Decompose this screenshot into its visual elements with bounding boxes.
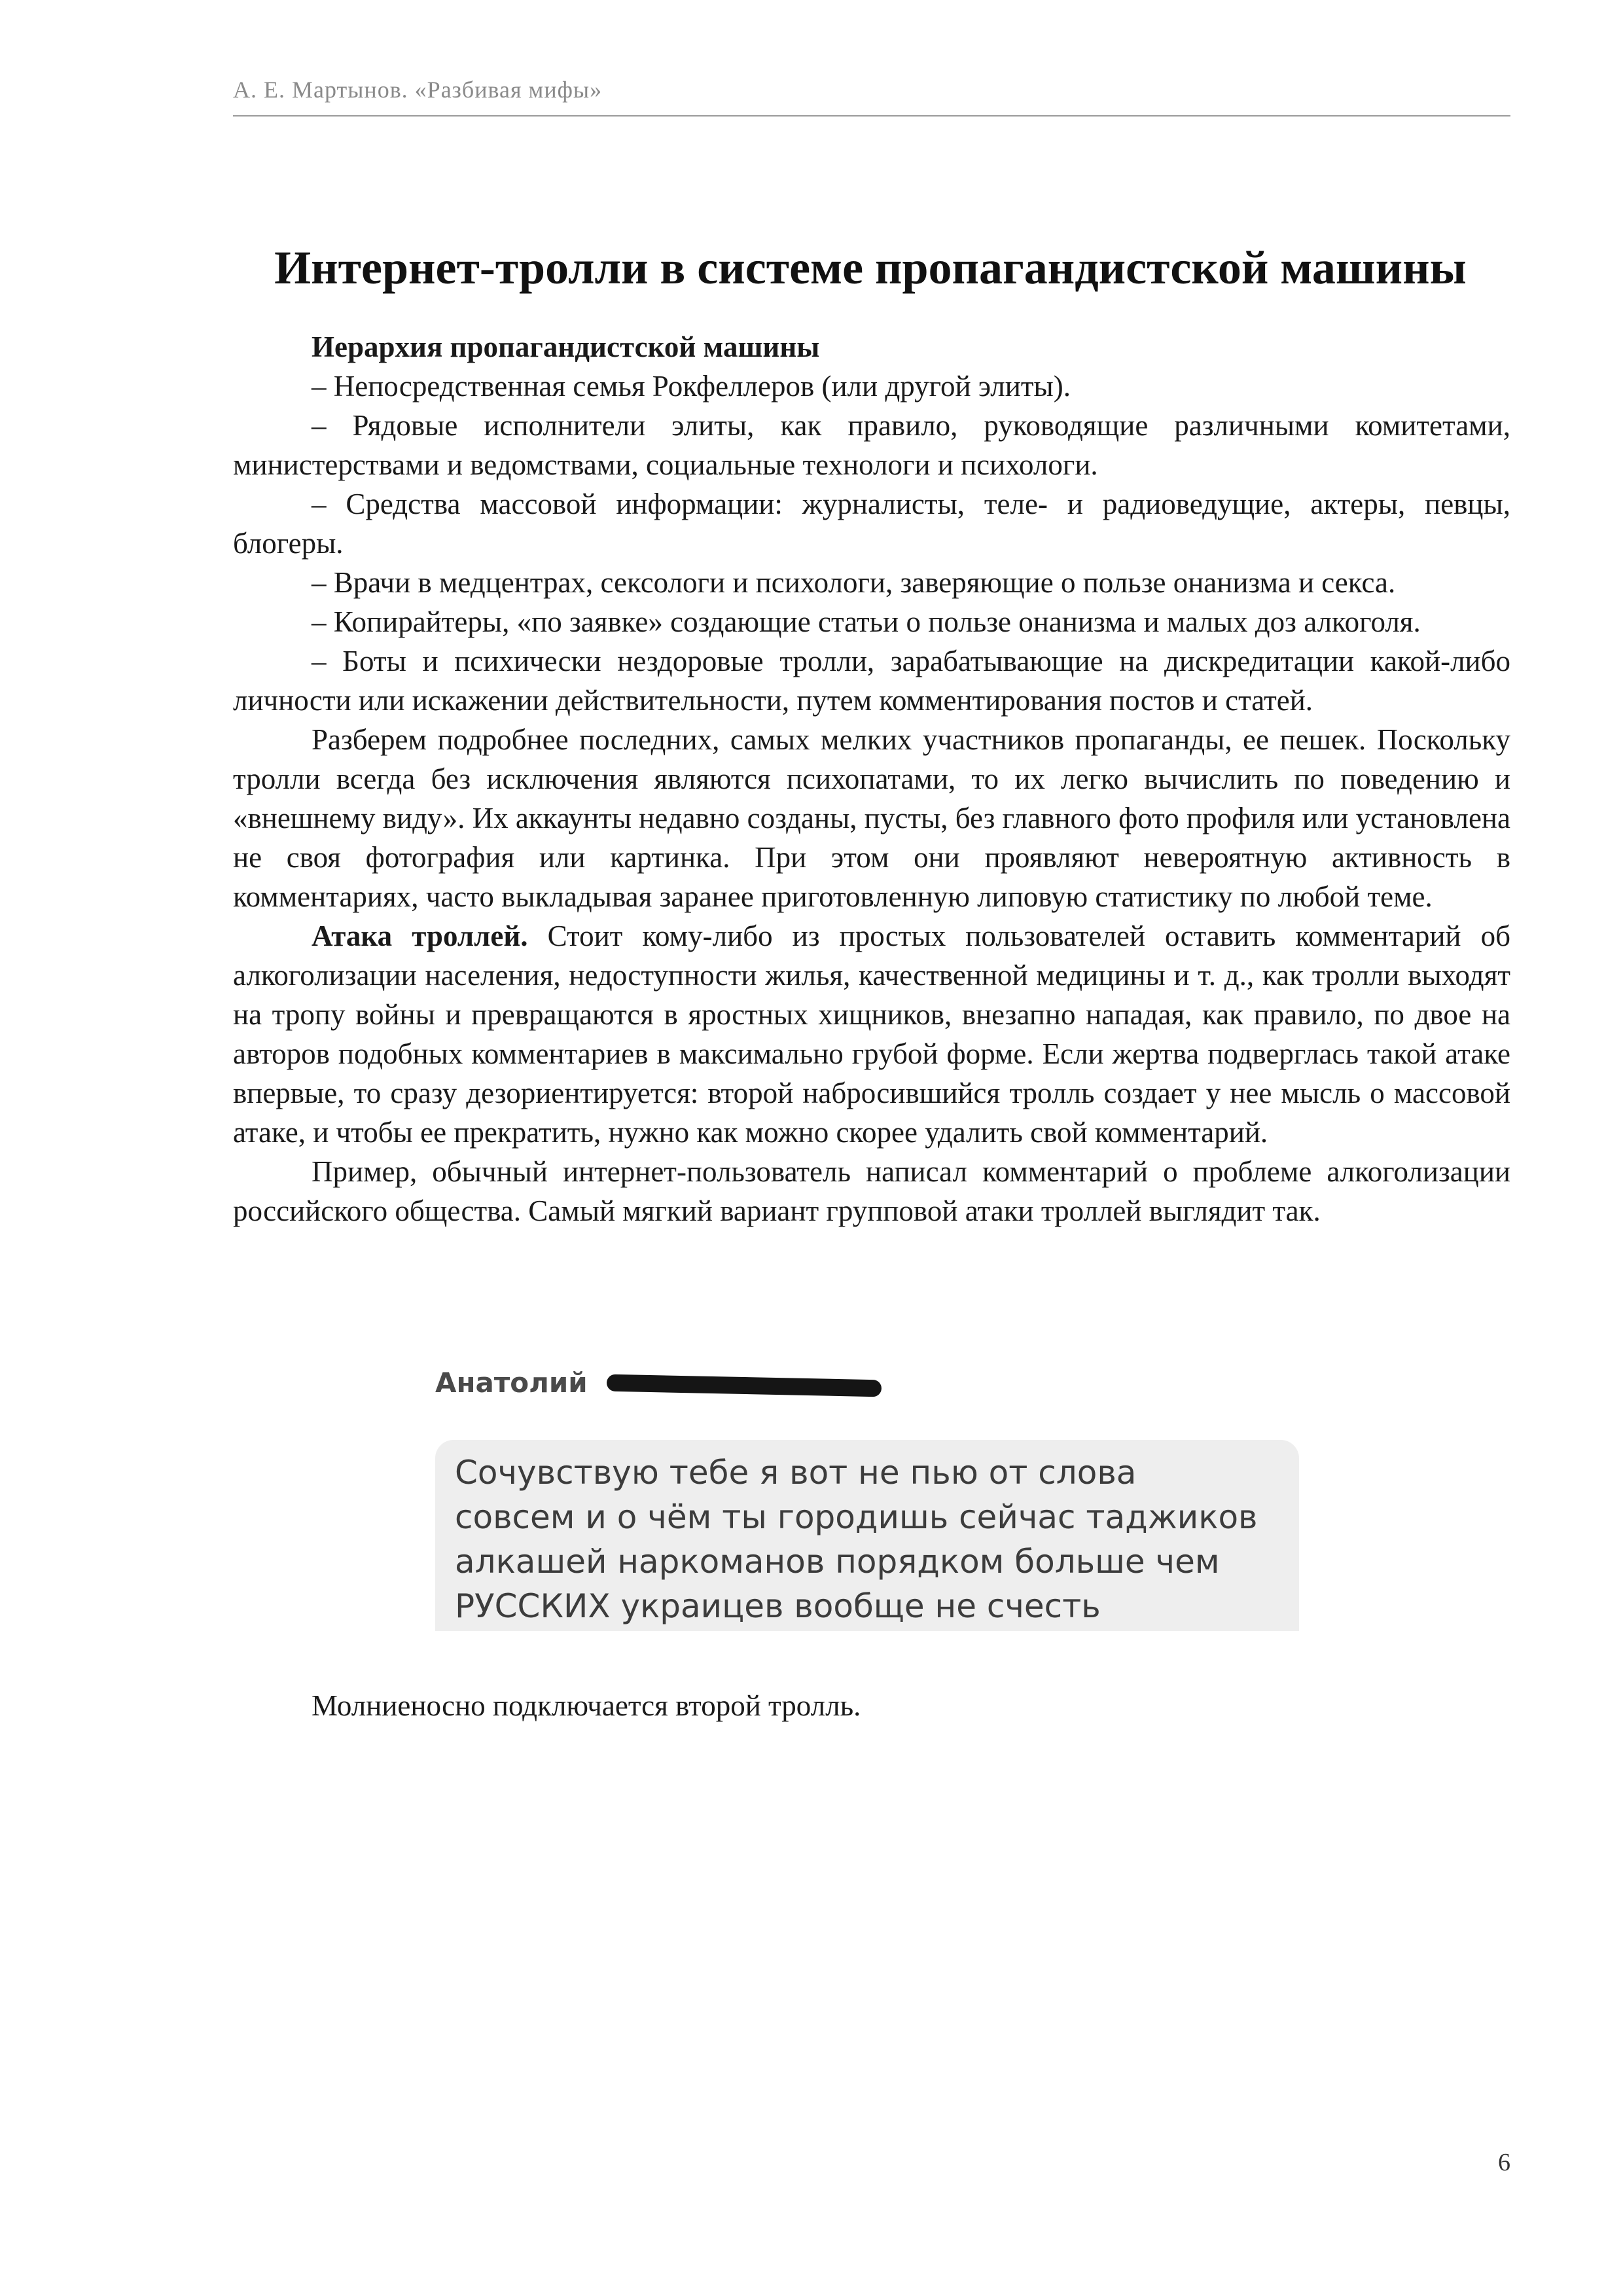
redaction-mark: [607, 1374, 882, 1397]
hierarchy-item: – Копирайтеры, «по заявке» создающие статьи о пользе онанизма и малых доз алкоголя.: [312, 605, 1421, 638]
page-number: 6: [1498, 2149, 1510, 2176]
hierarchy-item: – Непосредственная семья Рокфеллеров (или другой элиты).: [312, 370, 1071, 403]
comment-author: Анатолий: [435, 1367, 588, 1399]
paragraph-trolls: Разберем подробнее последних, самых мелких участников пропаганды, ее пешек. Поскольку тролли всегда без исключения являются психопатами, то их легко вычислить по поведению и «внешнему виду». Их аккаунты недавно созданы, пусты, без главного фото профиля или установлена не своя фотография или картинка. При этом они проявляют невероятную активность в комментариях, часто выкладывая заранее приготовленную липовую статистику по любой теме.: [233, 723, 1510, 913]
hierarchy-item: – Рядовые исполнители элиты, как правило, руководящие различными комитетами, министерствами и ведомствами, социальные технологи и психологи.: [233, 409, 1510, 481]
comment-line: Сочувствую тебе я вот не пью от слова: [455, 1454, 1137, 1492]
body-text: [233, 327, 1510, 1230]
hierarchy-item: – Врачи в медцентрах, сексологи и психологи, заверяющие о пользе онанизма и секса.: [312, 566, 1396, 599]
after-screenshot-text: Молниеносно подключается второй тролль.: [312, 1689, 861, 1722]
chapter-title: Интернет-тролли в системе пропагандистской машины: [274, 242, 1467, 294]
section-subhead: Иерархия пропагандистской машины: [312, 331, 820, 363]
paragraph-attack: [233, 916, 1510, 1152]
attack-label: Атака троллей.: [312, 920, 528, 952]
attack-text: Стоит кому-либо из простых пользователей оставить комментарий об алкоголизации населения, недоступности жилья, качественной медицины и т. д., как тролли выходят на тропу войны и превращаются в яростных хищников, внезапно нападая, как правило, по двое на авторов подобных комментариев в максимально грубой форме. Если жертва подверглась такой атаке впервые, то сразу дезориентируется: второй набросившийся тролль создает у нее мысль о массовой атаке, и чтобы ее прекратить, нужно как можно скорее удалить свой комментарий.: [233, 920, 1510, 1149]
hierarchy-item: – Боты и психически нездоровые тролли, зарабатывающие на дискредитации какой-либо личности или искажении действительности, путем комментирования постов и статей.: [233, 645, 1510, 717]
comment-line: РУССКИХ украицев вообще не счесть: [455, 1587, 1101, 1625]
header-divider: [233, 115, 1510, 117]
comment-screenshot: [435, 1342, 1299, 1631]
paragraph-example: Пример, обычный интернет-пользователь написал комментарий о проблеме алкоголизации российского общества. Самый мягкий вариант групповой атаки троллей выглядит так.: [233, 1155, 1510, 1227]
comment-text: [455, 1450, 1293, 1628]
running-header: А. Е. Мартынов. «Разбивая мифы»: [233, 77, 603, 103]
comment-line: совсем и о чём ты городишь сейчас таджиков: [455, 1498, 1258, 1536]
comment-line: алкашей наркоманов порядком больше чем: [455, 1543, 1220, 1581]
comment-bubble: [435, 1440, 1299, 1631]
hierarchy-item: – Средства массовой информации: журналисты, теле- и радиоведущие, актеры, певцы, блогеры.: [233, 488, 1510, 560]
